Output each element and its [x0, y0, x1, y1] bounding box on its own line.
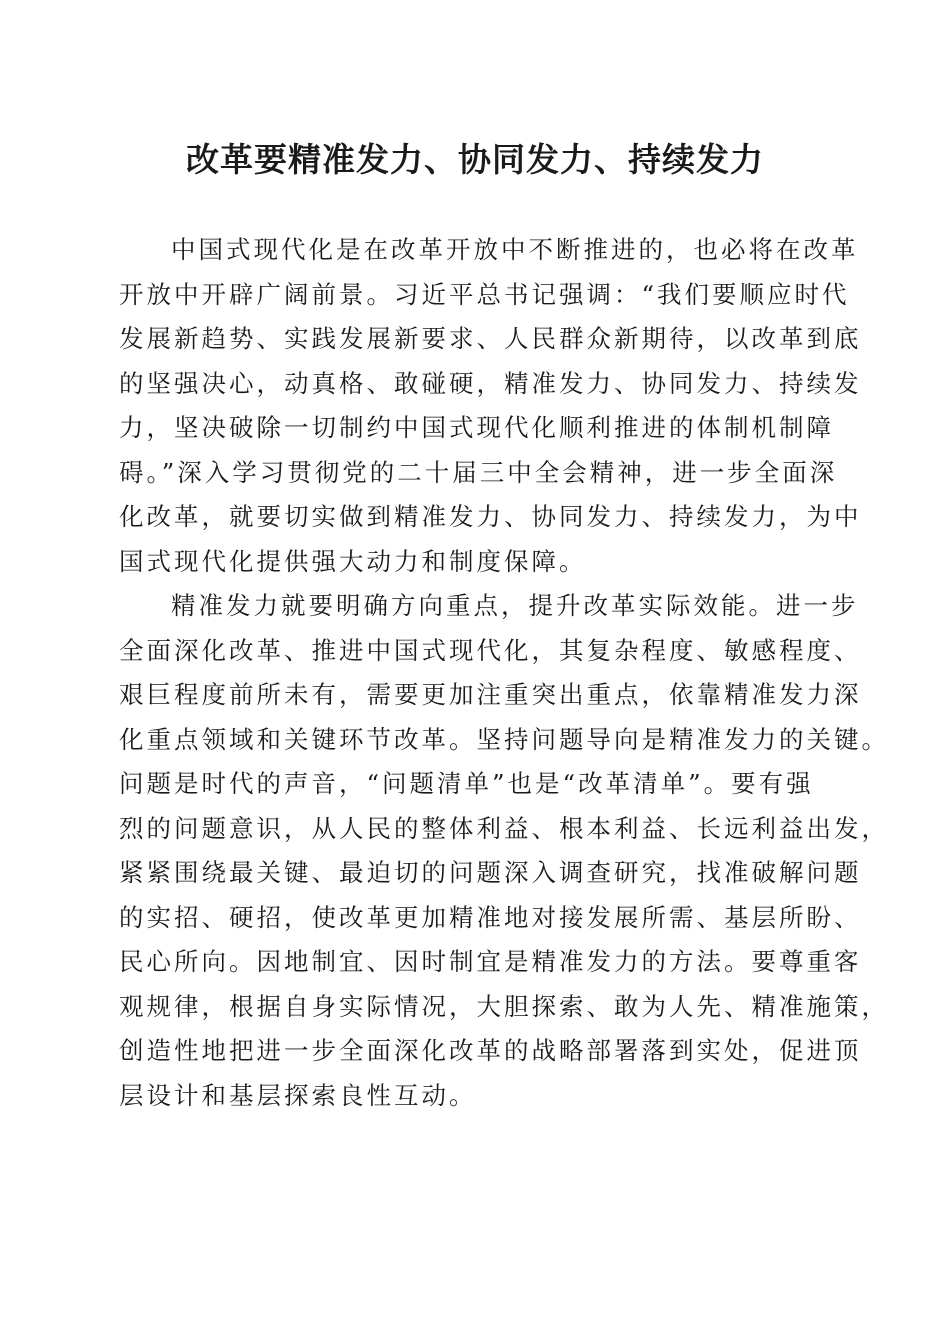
text-line: 国式现代化提供强大动力和制度保障。 — [119, 546, 587, 576]
text-line: 的坚强决心，动真格、敢碰硬，精准发力、协同发力、持续发 — [119, 368, 862, 398]
text-line: 精准发力就要明确方向重点，提升改革实际效能。进一步 — [171, 591, 859, 620]
text-line: 层设计和基层探索良性互动。 — [119, 1080, 477, 1110]
text-line: 紧紧围绕最关键、最迫切的问题深入调查研究，找准破解问题 — [119, 858, 862, 887]
text-line: 中国式现代化是在改革开放中不断推进的，也必将在改革 — [171, 235, 859, 264]
paragraph-2 — [119, 584, 889, 1118]
text-line: 发展新趋势、实践发展新要求、人民群众新期待，以改革到底 — [119, 324, 862, 353]
text-line: 艰巨程度前所未有，需要更加注重突出重点，依靠精准发力深 — [119, 680, 862, 709]
text-line: 的实招、硬招，使改革更加精准地对接发展所需、基层所盼、 — [119, 902, 862, 932]
text-line: 力，坚决破除一切制约中国式现代化顺利推进的体制机制障 — [119, 413, 834, 442]
text-line: 创造性地把进一步全面深化改革的战略部署落到实处，促进顶 — [119, 1036, 862, 1065]
document-body — [119, 228, 889, 1118]
text-line: 问题是时代的声音，“问题清单”也是“改革清单”。要有强 — [119, 769, 814, 798]
document-title: 改革要精准发力、协同发力、持续发力 — [186, 140, 764, 179]
text-line: 全面深化改革、推进中国式现代化，其复杂程度、敏感程度、 — [119, 635, 862, 665]
text-line: 烈的问题意识，从人民的整体利益、根本利益、长远利益出发， — [119, 813, 889, 843]
text-line: 化重点领域和关键环节改革。坚持问题导向是精准发力的关键。 — [119, 724, 889, 754]
text-line: 开放中开辟广阔前景。习近平总书记强调：“我们要顺应时代 — [119, 279, 850, 309]
text-line: 化改革，就要切实做到精准发力、协同发力、持续发力，为中 — [119, 502, 862, 531]
text-line: 民心所向。因地制宜、因时制宜是精准发力的方法。要尊重客 — [119, 947, 862, 976]
paragraph-1 — [119, 228, 862, 584]
text-line: 观规律，根据自身实际情况，大胆探索、敢为人先、精准施策， — [119, 991, 889, 1021]
text-line: 碍。”深入学习贯彻党的二十届三中全会精神，进一步全面深 — [119, 457, 838, 487]
